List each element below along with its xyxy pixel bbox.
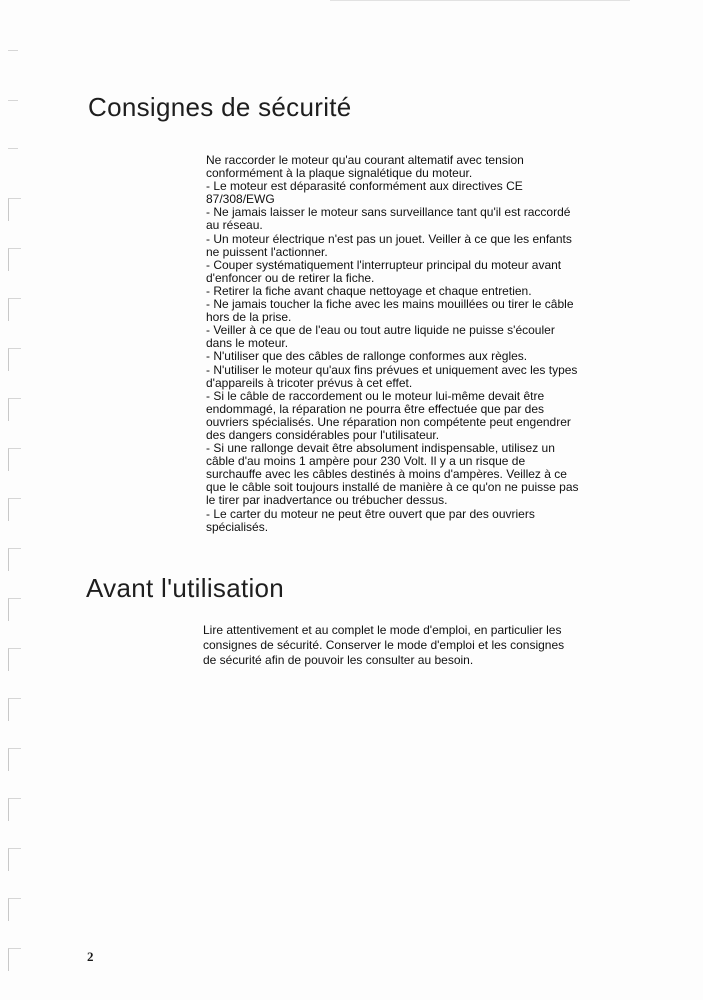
binding-mark [8,198,21,221]
scan-edge [330,0,630,3]
text-line: Ne raccorder le moteur qu'au courant altematif avec tension [206,153,524,167]
text-line: conformément à la plaque signalétique du moteur. [206,166,473,181]
text-line: - N'utiliser le moteur qu'aux fins prévues et uniquement avec les types [206,362,578,377]
page-number: 2 [87,949,94,964]
text-line: au réseau. [206,218,263,233]
text-line: - Si le câble de raccordement ou le moteur lui-même devait être [206,388,545,403]
section-title-before-use: Avant l'utilisation [86,573,285,603]
text-line: - Un moteur électrique n'est pas un jouet. Veiller à ce que les enfants [206,231,572,246]
text-line: Lire attentivement et au complet le mode d'emploi, en particulier les [203,623,562,637]
before-use-instructions [203,623,603,668]
binding-mark [8,798,21,821]
binding-mark [8,948,21,971]
binding-mark [8,448,21,471]
text-line: consignes de sécurité. Conserver le mode d'emploi et les consignes [203,638,565,652]
binding-mark [8,548,21,571]
text-line: d'enfoncer ou de retirer la fiche. [206,270,375,285]
text-line: spécialisés. [206,519,269,534]
binding-mark [8,398,21,421]
text-line: hors de la prise. [206,310,292,325]
binding-mark [8,498,21,521]
binding-mark [8,648,21,671]
text-line: que le câble soit toujours installé de manière à ce qu'on ne puisse pas [206,480,579,495]
binding-mark [8,248,21,271]
text-line: surchauffe avec les câbles destinés à moins d'ampères. Veillez à ce [206,467,567,482]
text-line: ouvriers spécialisés. Une réparation non compétente peut engendrer [206,414,571,429]
text-line: dans le moteur. [206,336,289,351]
text-line: ne puissent l'actionner. [206,244,328,259]
text-line: de sécurité afin de pouvoir les consulter au besoin. [203,653,474,667]
binding-mark [8,848,21,871]
binding-mark [8,748,21,771]
text-line: - Veiller à ce que de l'eau ou tout autre liquide ne puisse s'écouler [206,323,555,338]
text-line: des dangers considérables pour l'utilisateur. [206,427,440,442]
text-line: - Retirer la fiche avant chaque nettoyage et chaque entretien. [206,283,532,298]
binding-mark [8,148,18,151]
binding-mark [8,298,21,321]
binding-holes [0,0,30,1000]
binding-mark [8,598,21,621]
binding-mark [8,348,21,371]
text-line: - Couper systématiquement l'interrupteur principal du moteur avant [206,257,562,272]
text-line: câble d'au moins 1 ampère pour 230 Volt. Il y a un risque de [206,454,526,469]
safety-instructions [206,154,606,534]
binding-mark [8,50,18,53]
text-line: - N'utiliser que des câbles de rallonge conformes aux règles. [206,349,528,364]
binding-mark [8,698,21,721]
text-line: 87/308/EWG [206,192,275,207]
section-title-safety: Consignes de sécurité [88,92,352,122]
text-line: - Le moteur est déparasité conformément aux directives CE [206,179,523,194]
text-line: endommagé, la réparation ne pourra être effectuée que par des [206,401,545,416]
text-line: - Ne jamais toucher la fiche avec les mains mouillées ou tirer le câble [206,297,574,312]
text-line: - Si une rallonge devait être absolument indispensable, utilisez un [206,441,555,456]
binding-mark [8,898,21,921]
text-line: d'appareils à tricoter prévus à cet effet. [206,375,413,390]
text-line: - Ne jamais laisser le moteur sans surveillance tant qu'il est raccordé [206,205,571,220]
text-line: le tirer par inadvertance ou trébucher dessus. [206,493,448,508]
binding-mark [8,100,18,103]
text-line: - Le carter du moteur ne peut être ouvert que par des ouvriers [206,506,535,521]
